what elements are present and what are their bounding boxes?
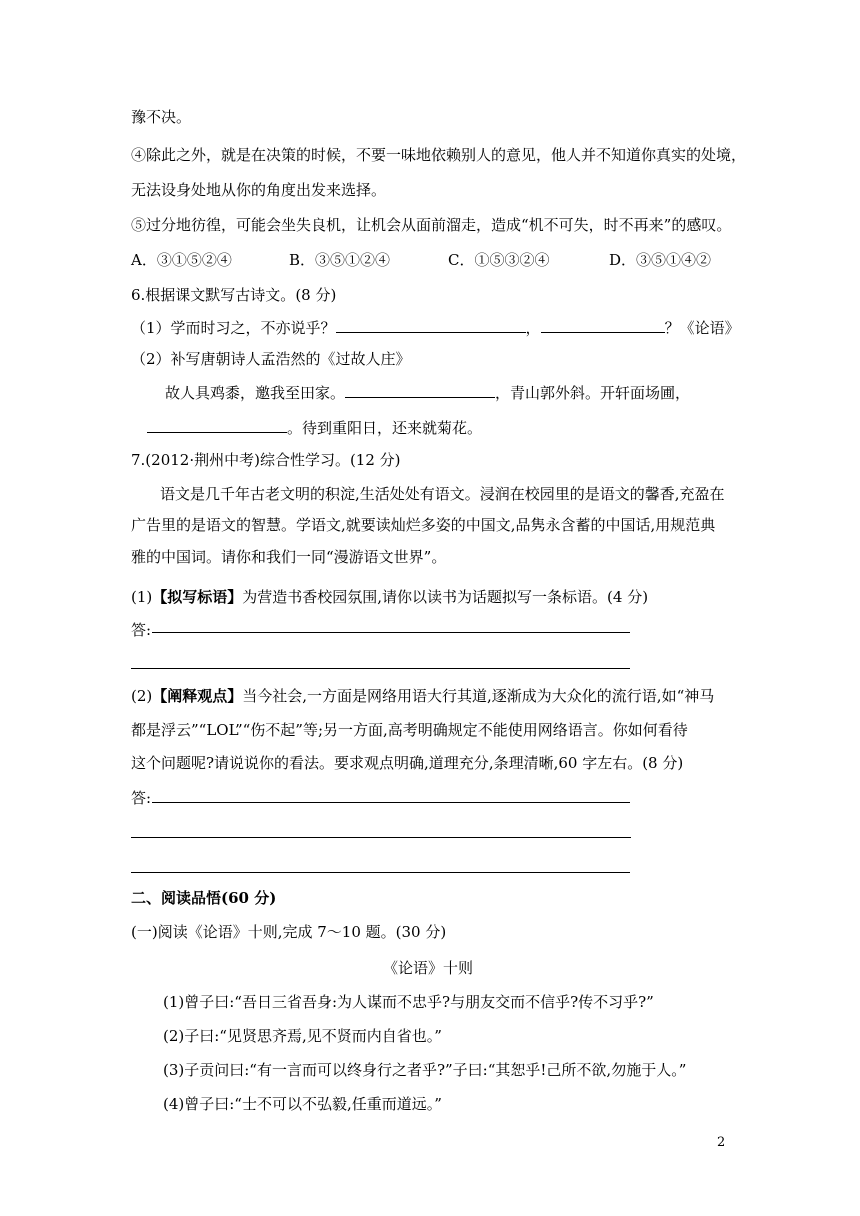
- poem-text: 故人具鸡黍，邀我至田家。: [165, 384, 346, 402]
- fill-line: [147, 416, 482, 438]
- text-line: ⑤过分地彷徨，可能会坐失良机，让机会从面前溜走，造成“机不可失，时不再来”的感叹。: [131, 216, 732, 234]
- passage-item: (3)子贡问曰:“有一言而可以终身行之者乎?”子曰:“其恕乎!己所不欲,勿施于人。”: [163, 1061, 687, 1079]
- answer-line[interactable]: [131, 872, 630, 873]
- text-line: 豫不决。: [131, 108, 192, 126]
- sub-tag: 【阐释观点】: [152, 687, 243, 705]
- text-line: 这个问题呢?请说说你的看法。要求观点明确,道理充分,条理清晰,60 字左右。(8 分): [131, 754, 684, 772]
- text-line: 都是浮云”“LOL”“伤不起”等;另一方面,高考明确规定不能使用网络语言。你如何看待: [131, 721, 688, 739]
- passage-title: 《论语》十则: [383, 959, 474, 977]
- passage-item: (1)曾子曰:“吾日三省吾身:为人谋而不忠乎?与朋友交而不信乎?传不习乎?”: [163, 993, 654, 1011]
- poem-text: 。待到重阳日，还来就菊花。: [287, 419, 483, 437]
- answer-blank[interactable]: [336, 316, 526, 333]
- choice-d: D．③⑤①④②: [609, 251, 712, 269]
- text-line: 语文是几千年古老文明的积淀,生活处处有语文。浸润在校园里的是语文的馨香,充盈在: [160, 485, 725, 503]
- text-line: 雅的中国词。请你和我们一同“漫游语文世界”。: [131, 548, 447, 566]
- text-line: ④除此之外，就是在决策的时候，不要一味地依赖别人的意见，他人并不知道你真实的处境，: [131, 146, 747, 164]
- prompt-text: （1）学而时习之，不亦说乎？: [131, 319, 336, 337]
- prompt-text: ，: [525, 319, 541, 337]
- sub-text: 为营造书香校园氛围,请你以读书为话题拟写一条标语。(4 分): [242, 588, 649, 606]
- sub-number: (1): [131, 588, 153, 606]
- sub-tag: 【拟写标语】: [152, 588, 243, 606]
- answer-line[interactable]: [152, 802, 630, 803]
- poem-text: ，青山郭外斜。开轩面场圃，: [495, 384, 691, 402]
- question-title: 7.(2012·荆州中考)综合性学习。(12 分): [131, 451, 401, 469]
- choice-b: B．③⑤①②④: [289, 251, 391, 269]
- question-title: 6.根据课文默写古诗文。(8 分): [131, 286, 337, 304]
- answer-line[interactable]: [131, 837, 631, 838]
- prompt-text: ？《论语》: [664, 319, 740, 337]
- answer-blank[interactable]: [147, 416, 287, 433]
- passage-item: (2)子曰:“见贤思齐焉,见不贤而内自省也。”: [163, 1027, 442, 1045]
- answer-blank[interactable]: [541, 316, 665, 333]
- fill-line: [131, 316, 740, 338]
- subquestion: [131, 587, 648, 607]
- subquestion-title: （2）补写唐朝诗人孟浩然的《过故人庄》: [131, 350, 411, 368]
- passage-item: (4)曾子曰:“士不可以不弘毅,任重而道远。”: [163, 1095, 442, 1113]
- answer-label: 答:: [131, 789, 152, 807]
- choice-c: C．①⑤③②④: [448, 251, 550, 269]
- sub-number: (2): [131, 687, 153, 705]
- section-subheading: (一)阅读《论语》十则,完成 7～10 题。(30 分): [131, 923, 447, 941]
- answer-blank[interactable]: [345, 381, 495, 398]
- answer-line[interactable]: [152, 632, 630, 633]
- text-line: 无法设身处地从你的角度出发来选择。: [131, 181, 387, 199]
- text-line: 广告里的是语文的智慧。学语文,就要读灿烂多姿的中国文,品隽永含蓄的中国话,用规范典: [131, 516, 716, 534]
- subquestion: [131, 686, 714, 706]
- sub-text: 当今社会,一方面是网络用语大行其道,逐渐成为大众化的流行语,如“神马: [242, 687, 715, 705]
- page-number: 2: [717, 1135, 726, 1150]
- section-heading: 二、阅读品悟(60 分): [131, 889, 277, 907]
- choice-a: A．③①⑤②④: [131, 251, 232, 269]
- answer-line[interactable]: [131, 668, 630, 669]
- answer-label: 答:: [131, 621, 152, 639]
- fill-line: [165, 381, 690, 403]
